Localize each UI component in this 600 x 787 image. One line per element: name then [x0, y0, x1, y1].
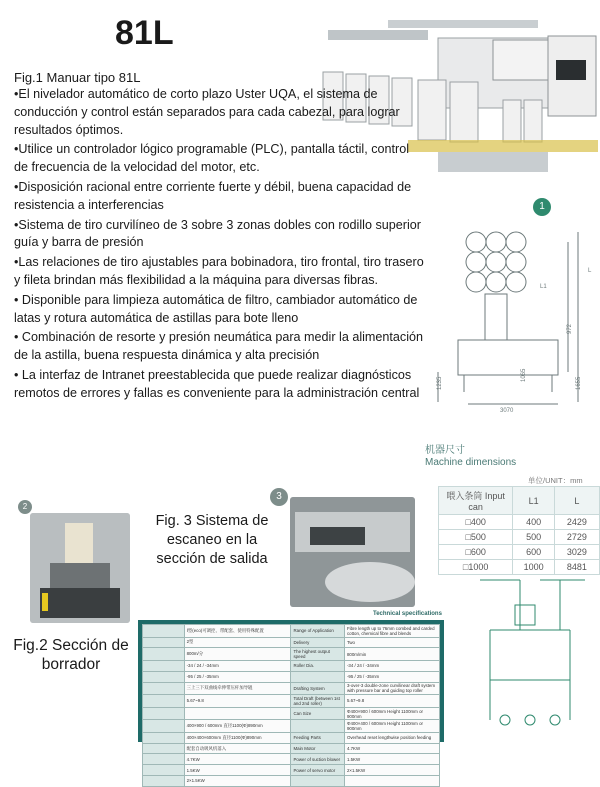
spec-cell: Delivery [291, 637, 344, 648]
table-header: L [554, 487, 599, 515]
spec-cell: Total Draft (between 1st and 2nd roller) [291, 695, 344, 708]
spec-cell [143, 695, 185, 708]
dimensions-table [438, 486, 600, 575]
spec-cell: 400×900 / 600mm 直径1100(Φ)890mm [184, 720, 291, 733]
spec-cell: 4.7KW [344, 743, 439, 754]
spec-cell: 配套自动吸风机落入 [184, 743, 291, 754]
spec-cell [143, 660, 185, 671]
parts-drawing [460, 570, 595, 740]
spec-title: Technical specifications [373, 611, 442, 617]
spec-cell [143, 637, 185, 648]
spec-cell [143, 732, 185, 743]
bullet-item: • Disposición racional entre corriente fuerte y débil, buena capacidad de resistencia a interferencias [14, 179, 424, 215]
spec-cell [143, 720, 185, 733]
spec-cell: 800m/分 [184, 648, 291, 661]
badge-2: 2 [18, 500, 32, 514]
table-row [143, 695, 440, 708]
table-row [143, 743, 440, 754]
bullet-item: • La interfaz de Intranet preestablecida que puede realizar diagnósticos remotos de errores y fallas es conveniente para la administración central [14, 367, 424, 403]
spec-cell [143, 754, 185, 765]
dim-label: L [588, 268, 592, 274]
spec-cell: Overhead reset lengthwise position feeding [344, 732, 439, 743]
spec-cell: Power of servo motor [291, 765, 344, 776]
fig3-caption: Fig. 3 Sistema de escaneo en la sección de salida [155, 513, 269, 567]
table-row: □600 600 3029 [439, 545, 600, 560]
spec-cell [143, 707, 185, 720]
fig2-caption: Fig.2 Sección de borrador [13, 637, 129, 673]
bullet-item: • Disponible para limpieza automática de filtro, cambiador automático de latas y rotura automática de astillas para bote lleno [14, 292, 424, 328]
table-row: □1000 1000 8481 [439, 560, 600, 575]
table-row: □400 400 2429 [439, 515, 600, 530]
spec-cell [143, 776, 185, 787]
fig3-photo [290, 497, 415, 607]
table-row [143, 720, 440, 733]
machine-drawing [428, 222, 594, 418]
spec-cell [143, 765, 185, 776]
spec-cell: The highest output speed [291, 648, 344, 661]
spec-cell: Drafting System [291, 682, 344, 695]
spec-cell: Power of suction blower [291, 754, 344, 765]
table-row: □500 500 2729 [439, 530, 600, 545]
spec-cell: 1.5KW [344, 754, 439, 765]
dim-label: L1 [540, 284, 547, 290]
dim-label: 972 [567, 323, 573, 334]
spec-cell [184, 707, 291, 720]
table-row [143, 707, 440, 720]
table-header-row [439, 487, 600, 515]
table-header: 喂入条筒 Input can [439, 487, 513, 515]
dimensions-unit: 单位/UNIT：mm [528, 476, 583, 485]
spec-cell: -95 / 25 / -35mm [344, 671, 439, 682]
bullet-item: • El nivelador automático de corto plazo Uster UQA, el sistema de conducción y control están separados para cada cabezal, para lograr resultados óptimos. [14, 86, 424, 139]
spec-cell: 3-over-3 double-zone curvilinear draft system with pressure bar and guiding top roller [344, 682, 439, 695]
spec-cell: Φ400×900 / 600mm Height 1100mm or 900mm [344, 707, 439, 720]
spec-cell [291, 776, 344, 787]
dim-label: 1235 [437, 376, 443, 390]
spec-cell [143, 743, 185, 754]
spec-cell: Roller Dia. [291, 660, 344, 671]
spec-cell: Ⅰ型(eco)可调控、带配套、使用特殊配置 [184, 625, 291, 638]
badge-1: 1 [533, 198, 551, 216]
spec-cell: Two [344, 637, 439, 648]
table-row [143, 637, 440, 648]
spec-cell: Fibre length up to 76mm combed and carded cotton, chemical fibre and blends [344, 625, 439, 638]
spec-cell: 5.67~9.8 [344, 695, 439, 708]
spec-cell: -34 / 24 / -34mm [344, 660, 439, 671]
spec-cell: 800m/min [344, 648, 439, 661]
spec-cell: 三上三下双曲线牵伸带压杆加导辊 [184, 682, 291, 695]
table-row [143, 765, 440, 776]
table-row [143, 671, 440, 682]
dim-label: 1065 [521, 368, 527, 382]
spec-cell: Can Size [291, 707, 344, 720]
badge-3: 3 [270, 488, 288, 506]
fig1-caption: Fig.1 Manuar tipo 81L [14, 70, 141, 85]
spec-cell: 2×1.5KW [184, 776, 291, 787]
spec-cell: Main Motor [291, 743, 344, 754]
spec-cell: 2型 [184, 637, 291, 648]
bullet-item: • Sistema de tiro curvilíneo de 3 sobre 3 zonas dobles con rodillo superior guía y barra de presión [14, 217, 424, 253]
table-row [143, 732, 440, 743]
spec-cell: -95 / 25 / -35mm [184, 671, 291, 682]
bullet-item: • Combinación de resorte y presión neumática para medir la alimentación de la astilla, buena respuesta dinámica y alta precisión [14, 329, 424, 365]
machine-dimensions-heading [425, 445, 516, 469]
spec-cell: 2×1.5KW [344, 765, 439, 776]
spec-panel [138, 620, 444, 784]
spec-cell: -34 / 24 / -34mm [184, 660, 291, 671]
spec-cell: 1.5KW [184, 765, 291, 776]
spec-cell [143, 625, 185, 638]
spec-cell: Feeding Parts [291, 732, 344, 743]
spec-cell: 5.67~9.8 [184, 695, 291, 708]
spec-cell [291, 720, 344, 733]
spec-cell: Φ400×400 / 600mm Height 1100mm or 900mm [344, 720, 439, 733]
spec-cell [143, 648, 185, 661]
spec-table [142, 624, 440, 787]
spec-cell [291, 671, 344, 682]
page-title: 81L [115, 14, 174, 52]
dimensions-title-en: Machine dimensions [425, 457, 517, 468]
dim-label: 3070 [500, 408, 514, 414]
dim-label: 1655 [576, 376, 582, 390]
table-row [143, 660, 440, 671]
spec-cell: 400×400×600mm 直径1100(Φ)890mm [184, 732, 291, 743]
table-row [143, 648, 440, 661]
table-row [143, 682, 440, 695]
table-row [143, 776, 440, 787]
spec-cell: 4.7KW [184, 754, 291, 765]
fig2-photo [30, 513, 130, 623]
bullet-item: • Las relaciones de tiro ajustables para bobinadora, tiro frontal, tiro trasero y fileta brindan más flexibilidad a la máquina para diversas fibras. [14, 254, 424, 290]
spec-cell [143, 682, 185, 695]
table-header: L1 [513, 487, 555, 515]
spec-cell [143, 671, 185, 682]
table-row [143, 754, 440, 765]
bullet-item: • Utilice un controlador lógico programable (PLC), pantalla táctil, control de frecuencia de la velocidad del motor, etc. [14, 141, 424, 177]
dimensions-title-cn: 机器尺寸 [425, 445, 465, 456]
table-row [143, 625, 440, 638]
spec-cell: Range of Application [291, 625, 344, 638]
feature-list [14, 86, 424, 405]
spec-cell [344, 776, 439, 787]
